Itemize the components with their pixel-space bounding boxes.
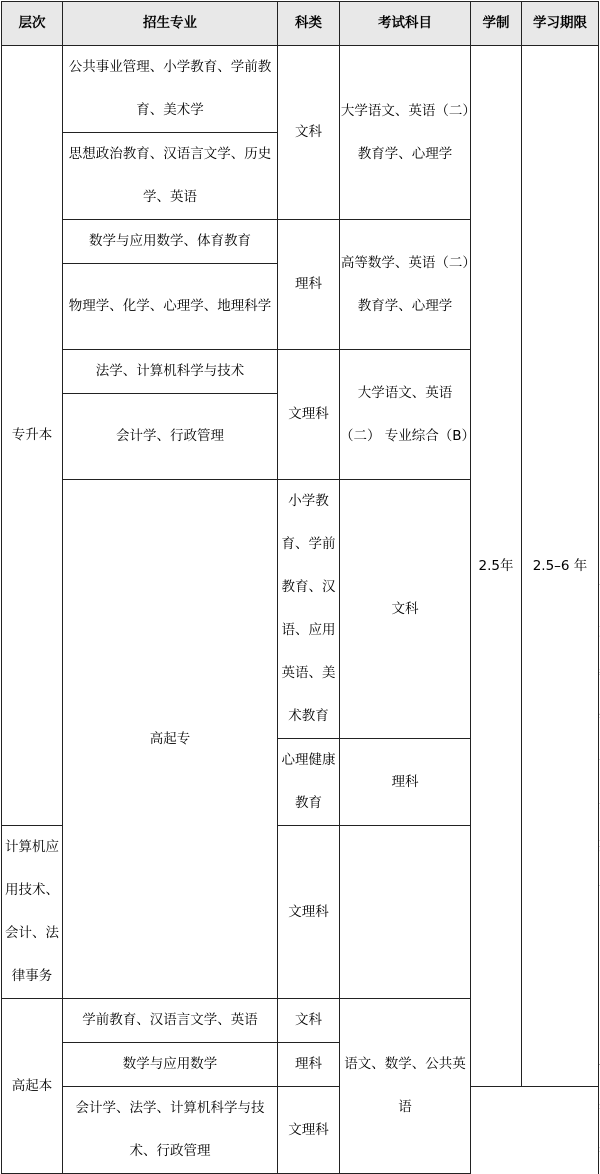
major-cell: 心理健康教育: [278, 739, 340, 826]
header-duration: 学制: [471, 2, 522, 46]
major-cell: 会计学、法学、计算机科学与技术、行政管理: [63, 1087, 278, 1174]
header-category: 科类: [278, 2, 340, 46]
category-cell: 文科: [278, 46, 340, 220]
header-period: 学习期限: [522, 2, 599, 46]
category-cell: 文科: [278, 999, 340, 1043]
enrollment-table: [1, 1, 599, 1174]
header-row: [2, 2, 599, 46]
level-cell-zsb: 专升本: [2, 46, 63, 826]
exam-cell: 高等数学、英语（二）教育学、心理学: [340, 220, 471, 350]
table-row: [2, 1087, 599, 1174]
level-cell-gqb: 高起本: [2, 999, 63, 1174]
category-cell: 文理科: [278, 1087, 340, 1174]
major-cell: 法学、计算机科学与技术: [63, 350, 278, 394]
major-cell: 学前教育、汉语言文学、英语: [63, 999, 278, 1043]
major-cell: 公共事业管理、小学教育、学前教育、美术学: [63, 46, 278, 133]
major-cell: 物理学、化学、心理学、地理科学: [63, 264, 278, 350]
major-cell: 数学与应用数学、体育教育: [63, 220, 278, 264]
category-cell: 文理科: [278, 350, 340, 480]
exam-cell: 大学语文、英语（二） 专业综合（B）: [340, 350, 471, 480]
table-row: [2, 46, 599, 133]
header-level: 层次: [2, 2, 63, 46]
major-cell: 思想政治教育、汉语言文学、历史学、英语: [63, 133, 278, 220]
major-cell: 数学与应用数学: [63, 1043, 278, 1087]
period-cell-zsb: 2.5–6 年: [522, 46, 599, 1087]
header-major: 招生专业: [63, 2, 278, 46]
header-exam: 考试科目: [340, 2, 471, 46]
category-cell: 文理科: [278, 826, 340, 999]
major-cell: 计算机应用技术、会计、法律事务: [2, 826, 63, 999]
level-cell-gqz: 高起专: [63, 480, 278, 999]
category-cell: 文科: [340, 480, 471, 739]
exam-cell: 语文、数学、公共英语: [340, 999, 471, 1174]
category-cell: 理科: [278, 1043, 340, 1087]
major-cell: 会计学、行政管理: [63, 394, 278, 480]
category-cell: 理科: [340, 739, 471, 826]
category-cell: 理科: [278, 220, 340, 350]
exam-cell: 大学语文、英语（二）教育学、心理学: [340, 46, 471, 220]
major-cell: 小学教育、学前教育、汉语、应用英语、美术教育: [278, 480, 340, 739]
duration-cell-zsb: 2.5年: [471, 46, 522, 1087]
